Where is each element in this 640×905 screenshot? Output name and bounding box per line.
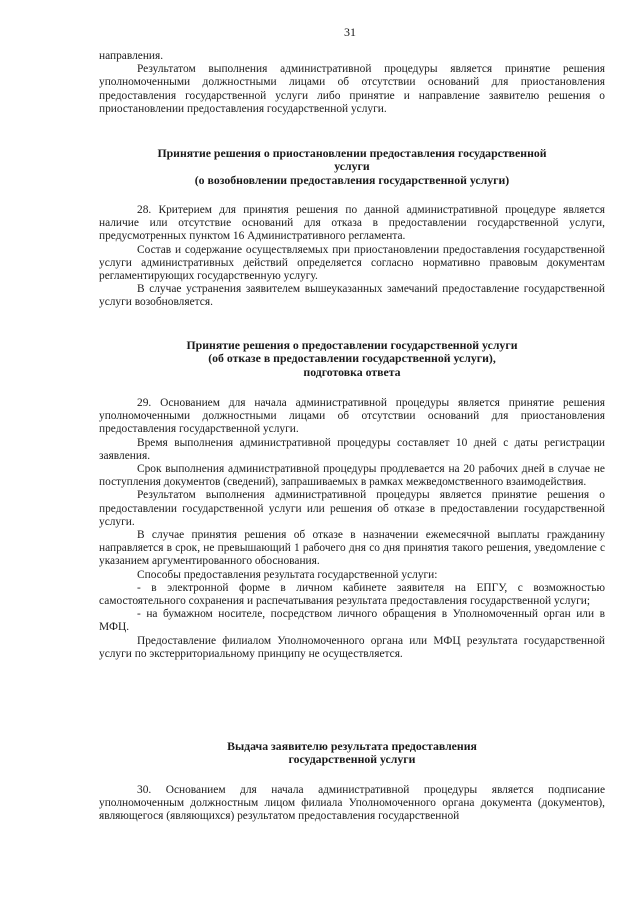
- list-item-electronic: - в электронной форме в личном кабинете заявителя на ЕПГУ, с возможностью самостоятельного сохранения и распечатывания результата предоставления государственной услуги;: [99, 581, 605, 608]
- paragraph-result: Результатом выполнения административной процедуры является принятие решения о предоставлении государственной услуги или решения об отказе в предоставлении государственной услуги.: [99, 489, 605, 528]
- heading-issue-line1: Выдача заявителю результата предоставления: [227, 739, 477, 753]
- intro-block: [99, 50, 605, 116]
- paragraph-methods: Способы предоставления результата государственной услуги:: [137, 568, 438, 581]
- heading-suspension: [99, 147, 605, 187]
- paragraph-resume: В случае устранения заявителем вышеуказанных замечаний предоставление государственной услуги возобновляется.: [99, 283, 605, 309]
- paragraph-composition: Состав и содержание осуществляемых при приостановлении предоставления государственной услуги административных действий определяется согласно нормативно правовым документам регламентирующих государственную услугу.: [99, 243, 605, 283]
- heading-suspension-line2: услуги: [334, 159, 370, 174]
- suspension-block: [99, 204, 605, 310]
- paragraph-time: Время выполнения административной процедуры составляет 10 дней с даты регистрации заявления.: [99, 436, 605, 462]
- heading-decision-line1: Принятие решения о предоставлении государственной услуги: [186, 338, 518, 352]
- paragraph-refusal: В случае принятия решения об отказе в назначении ежемесячной выплаты гражданину направляется в срок, не превышающий 1 рабочего дня со дня принятия такого решения, уведомление с указанием аргументированного обоснования.: [99, 529, 605, 568]
- heading-decision-line3: подготовка ответа: [303, 364, 401, 379]
- page-number: 31: [344, 25, 356, 39]
- paragraph-29: 29. Основанием для начала административной процедуры является принятие решения уполномоченными должностными лицами об отсутствии оснований для приостановления предоставления государственной услуги.: [99, 397, 605, 436]
- paragraph-extraterritorial: Предоставление филиалом Уполномоченного органа или МФЦ результата государственной услуги по экстерриториальному принципу не осуществляется.: [99, 634, 605, 660]
- heading-decision: [99, 339, 605, 379]
- continuation-text: направления.: [99, 50, 164, 62]
- heading-suspension-line3: (о возобновлении предоставления государственной услуги): [194, 172, 510, 187]
- list-item-paper: - на бумажном носителе, посредством личного обращения в Уполномоченный орган или в МФЦ.: [99, 608, 605, 634]
- heading-issue-line2: государственной услуги: [288, 752, 416, 767]
- heading-issue: [99, 740, 605, 767]
- paragraph-extend: Срок выполнения административной процедуры продлевается на 20 рабочих дней в случае не поступления документов (сведений), запрашиваемых в рамках межведомственного взаимодействия.: [99, 463, 605, 489]
- heading-decision-line2: (об отказе в предоставлении государственной услуги),: [208, 351, 496, 366]
- heading-suspension-line1: Принятие решения о приостановлении предоставления государственной: [157, 146, 547, 160]
- paragraph-30: 30. Основанием для начала административной процедуры является подписание уполномоченным должностным лицом филиала Уполномоченного органа документа (документов), являющегося (являющихся) результатом предоставления государственной: [99, 784, 605, 823]
- paragraph-28: 28. Критерием для принятия решения по данной административной процедуре является наличие или отсутствие оснований для отказа в предоставлении государственной услуги, предусмотренных пунктом 16 Административного регламента.: [99, 204, 605, 243]
- issue-block: [99, 784, 605, 824]
- decision-block: [99, 397, 605, 661]
- paragraph-result-suspension: Результатом выполнения административной процедуры является принятие решения уполномоченными должностными лицами об отсутствии оснований для приостановления предоставления государственной услуги либо принятие и направление заявителю решения о приостановлении предоставления государственной услуги.: [99, 63, 605, 115]
